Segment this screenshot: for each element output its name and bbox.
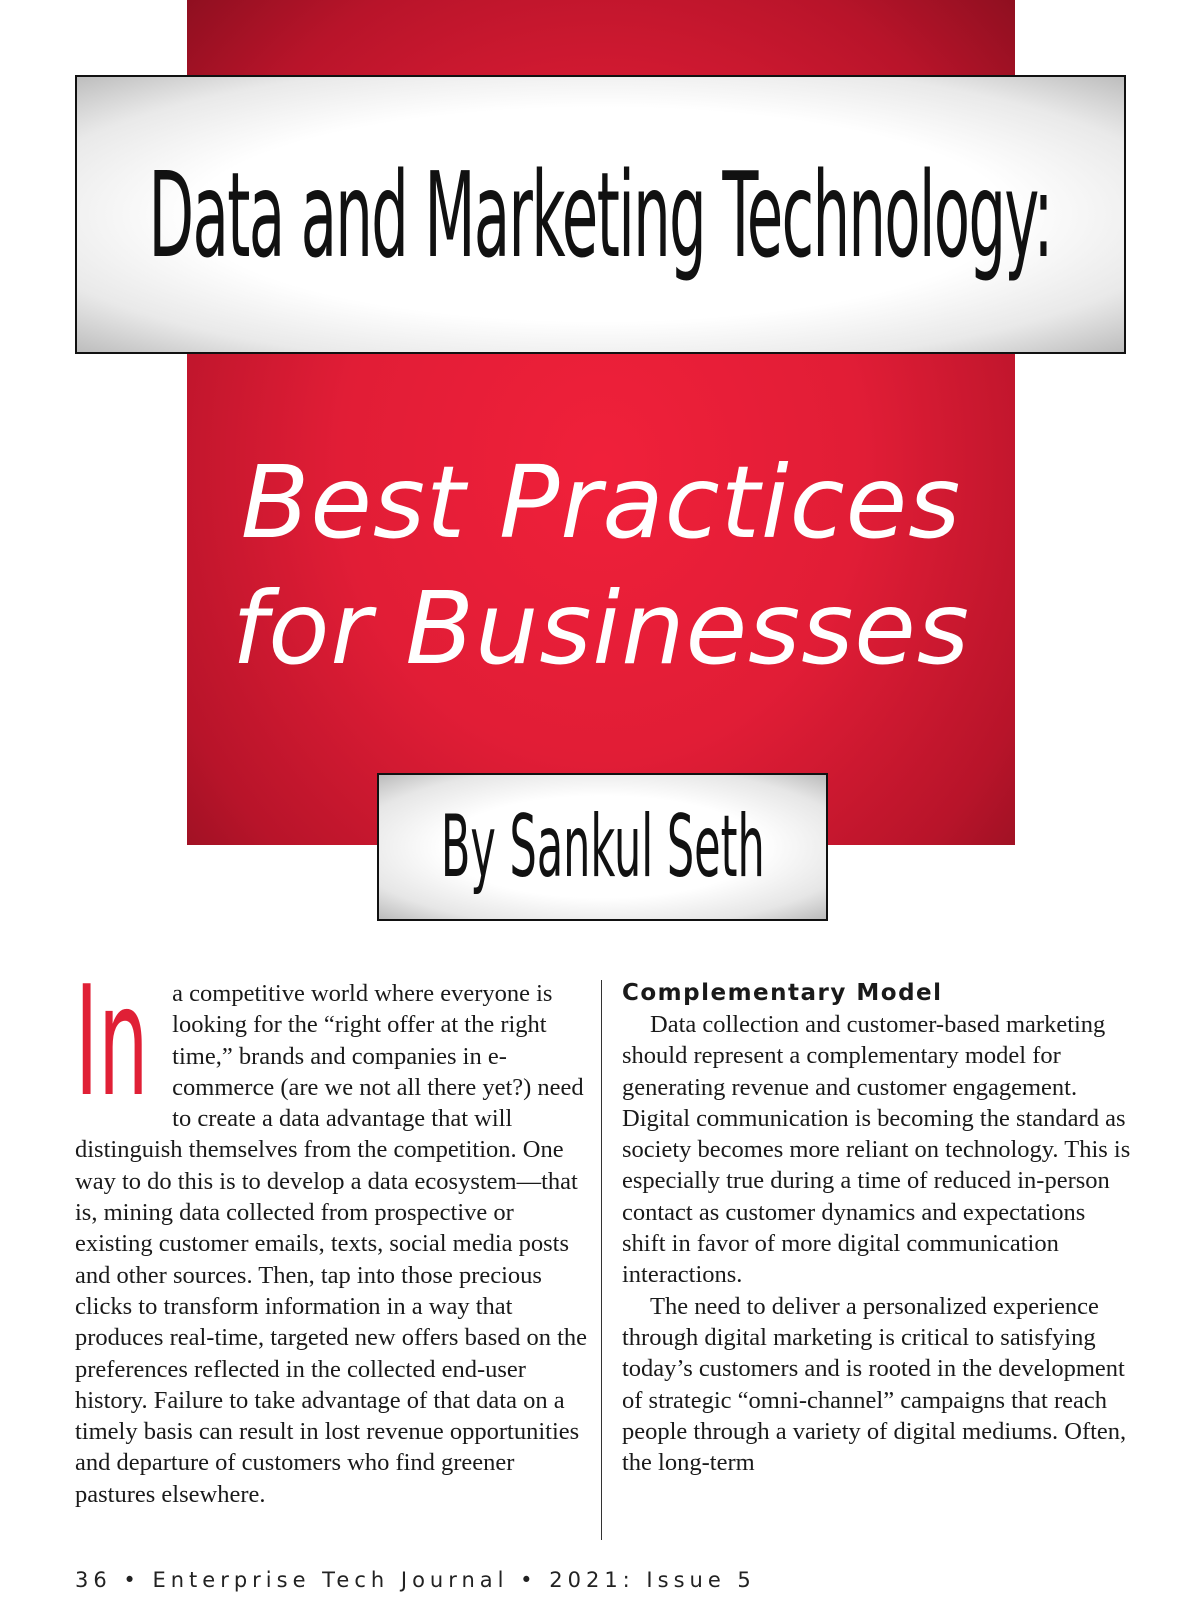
section-heading: Complementary Model xyxy=(622,980,943,1006)
subtitle-line-1: Best Practices xyxy=(240,444,962,561)
article-title: Data and Marketing Technology: xyxy=(148,145,1053,284)
article-subtitle xyxy=(187,440,1015,692)
drop-cap: In xyxy=(75,953,149,1130)
subtitle-line-2: for Businesses xyxy=(232,570,970,687)
column-divider xyxy=(601,980,602,1540)
left-column xyxy=(75,953,590,1510)
body-paragraph-2: The need to deliver a personalized experience through digital marketing is critical to satisfying today’s customers and is rooted in the development of strategic “omni-channel” campaigns that reach people through a variety of digital mediums. Often, the long-term xyxy=(622,1292,1127,1477)
author-byline: By Sankul Seth xyxy=(440,797,765,897)
page-footer: 36 • Enterprise Tech Journal • 2021: Issue 5 xyxy=(75,1568,756,1592)
title-box xyxy=(75,75,1126,354)
intro-paragraph: a competitive world where everyone is looking for the “right offer at the right time,” brands and companies in e-commerce (are we not all there yet?) need to create a data advantage that will distinguish themselves from the competition. One way to do this is to develop a data ecosystem—that is, mining data collected from prospective or existing customer emails, texts, social media posts and other sources. Then, tap into those precious clicks to transform information in a way that produces real-time, targeted new offers based on the preferences reflected in the collected end-user history. Failure to take advantage of that data on a timely basis can result in lost revenue opportunities and departure of customers who find greener pastures elsewhere. xyxy=(75,980,588,1508)
right-column xyxy=(622,978,1132,1478)
body-paragraph-1: Data collection and customer-based marketing should represent a complementary model for generating revenue and customer engagement. Digital communication is becoming the standard as society becomes more reliant on technology. This is especially true during a time of reduced in-person contact as customer dynamics and expectations shift in favor of more digital communication interactions. xyxy=(622,1011,1131,1289)
byline-box xyxy=(377,773,828,921)
